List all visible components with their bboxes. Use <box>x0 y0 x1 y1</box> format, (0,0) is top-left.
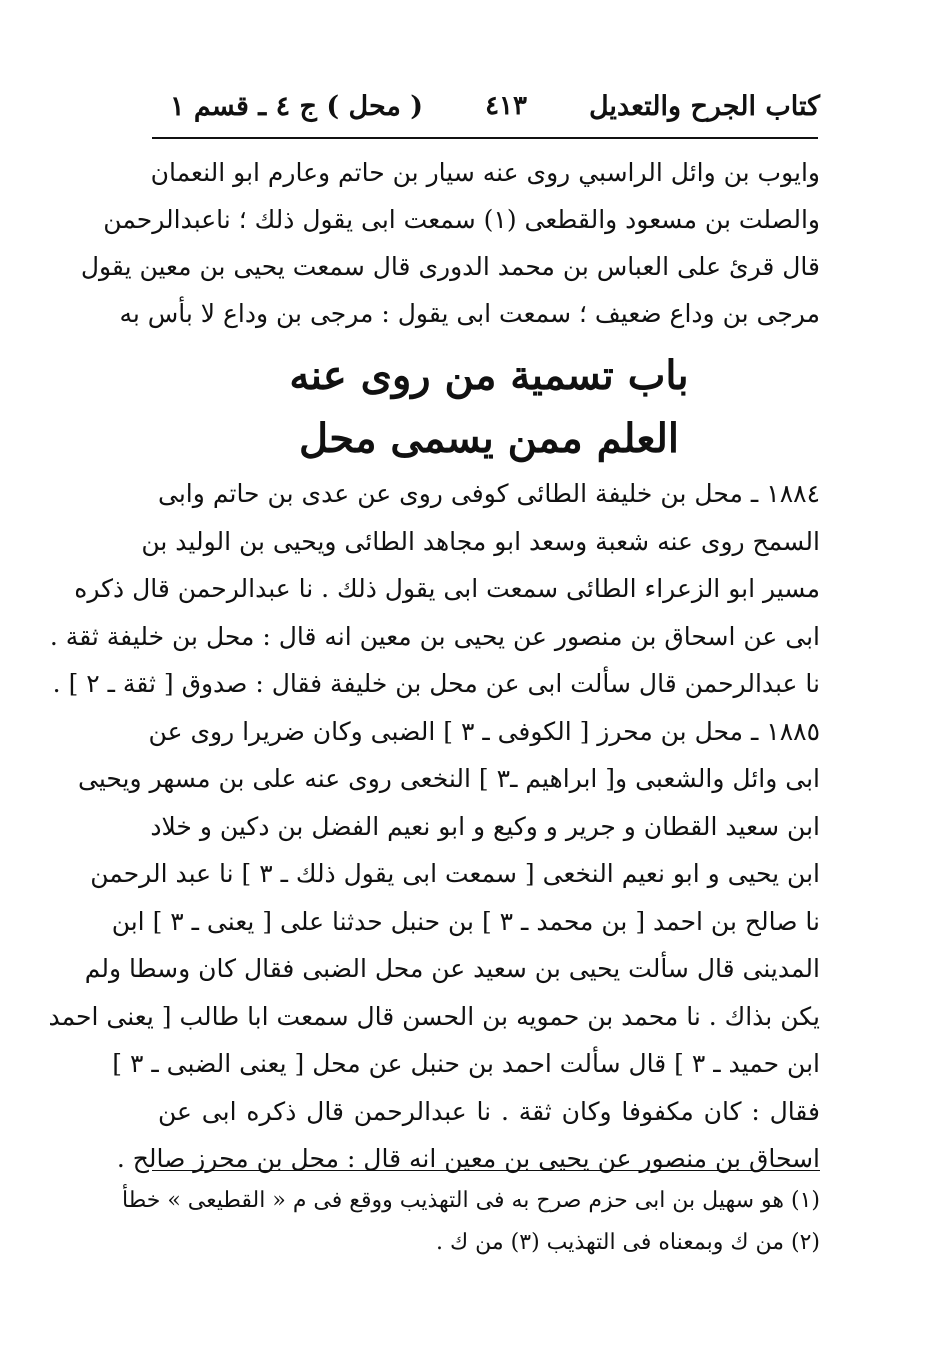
text-line: السمح روى عنه شعبة وسعد ابو مجاهد الطائى ويحيى بن الوليد بن <box>141 526 820 556</box>
text-line: نا صالح بن احمد [ بن محمد ـ ٣ ] بن حنبل حدثنا على [ يعنى ـ ٣ ] ابن <box>111 906 820 936</box>
footnote-rule <box>152 1170 820 1171</box>
entry-1885-start: ١٨٨٥ ـ محل بن محرز [ الكوفى ـ ٣ ] الضبى وكان ضريرا روى عن <box>148 716 820 746</box>
section-label: ( محل ) ج ٤ ـ قسم ١ <box>170 90 424 122</box>
entry-1884-start: ١٨٨٤ ـ محل بن خليفة الطائى كوفى روى عن عدى بن حاتم وابى <box>158 479 820 508</box>
text-line: ابى عن اسحاق بن منصور عن يحيى بن معين انه قال : محل بن خليفة ثقة . <box>49 621 820 651</box>
text-line: مرجى بن وداع ضعيف ؛ سمعت ابى يقول : مرجى بن وداع لا بأس به <box>119 299 820 328</box>
text-line: مسير ابو الزعراء الطائى سمعت ابى يقول ذلك . نا عبدالرحمن قال ذكره <box>74 574 820 603</box>
text-line: قال قرئ على العباس بن محمد الدورى قال سمعت يحيى بن معين يقول <box>80 252 820 281</box>
text-line: اسحاق بن منصور عن يحيى بن معين انه قال : محل بن محرز صالح . <box>116 1144 820 1173</box>
page-number: ٤١٣ <box>485 91 527 121</box>
footnotes <box>122 1180 820 1264</box>
text-line: نا عبدالرحمن قال سألت ابى عن محل بن خليفة فقال : صدوق [ ثقة ـ ٢ ] . <box>52 669 820 698</box>
chapter-title-line-1: باب تسمية من روى عنه <box>289 352 689 399</box>
text-line: ابى وائل والشعبى و[ ابراهيم ـ٣ ] النخعى روى عنه على بن مسهر ويحيى <box>77 764 820 793</box>
footnote-1: (١) هو سهيل بن ابى حزم صرح به فى التهذيب ووقع فى م « القطيعى » خطأ <box>122 1188 820 1213</box>
text-line: ابن يحيى و ابو نعيم النخعى [ سمعت ابى يقول ذلك ـ ٣ ] نا عبد الرحمن <box>90 859 820 888</box>
header-rule <box>152 137 818 139</box>
running-header <box>170 84 820 128</box>
text-line: المدينى قال سألت يحيى بن سعيد عن محل الضبى فقال كان وسطا ولم <box>84 954 820 983</box>
text-line: ابن سعيد القطان و جرير و وكيع و ابو نعيم الفضل بن دكين و خلاد <box>150 811 820 841</box>
text-line: فقال : كان مكفوفا وكان ثقة . نا عبدالرحمن قال ذكره ابى عن <box>158 1096 820 1126</box>
book-title: كتاب الجرح والتعديل <box>588 90 820 122</box>
text-line: والصلت بن مسعود والقطعى (١) سمعت ابى يقول ذلك ؛ ناعبدالرحمن <box>103 205 820 234</box>
text-line: وايوب بن وائل الراسبي روى عنه سيار بن حاتم وعارم ابو النعمان <box>150 158 820 187</box>
text-block-2 <box>48 470 820 1183</box>
text-line: يكن بذاك . نا محمد بن حمويه بن الحسن قال سمعت ابا طالب [ يعنى احمد <box>48 1001 820 1031</box>
chapter-title-line-2: العلم ممن يسمى محل <box>298 415 680 462</box>
text-line: ابن حميد ـ ٣ ] قال سألت احمد بن حنبل عن محل [ يعنى الضبى ـ ٣ ] <box>112 1049 820 1078</box>
text-block-1 <box>80 149 820 337</box>
footnote-2: (٢) من ك وبمعناه فى التهذيب (٣) من ك . <box>436 1230 820 1255</box>
